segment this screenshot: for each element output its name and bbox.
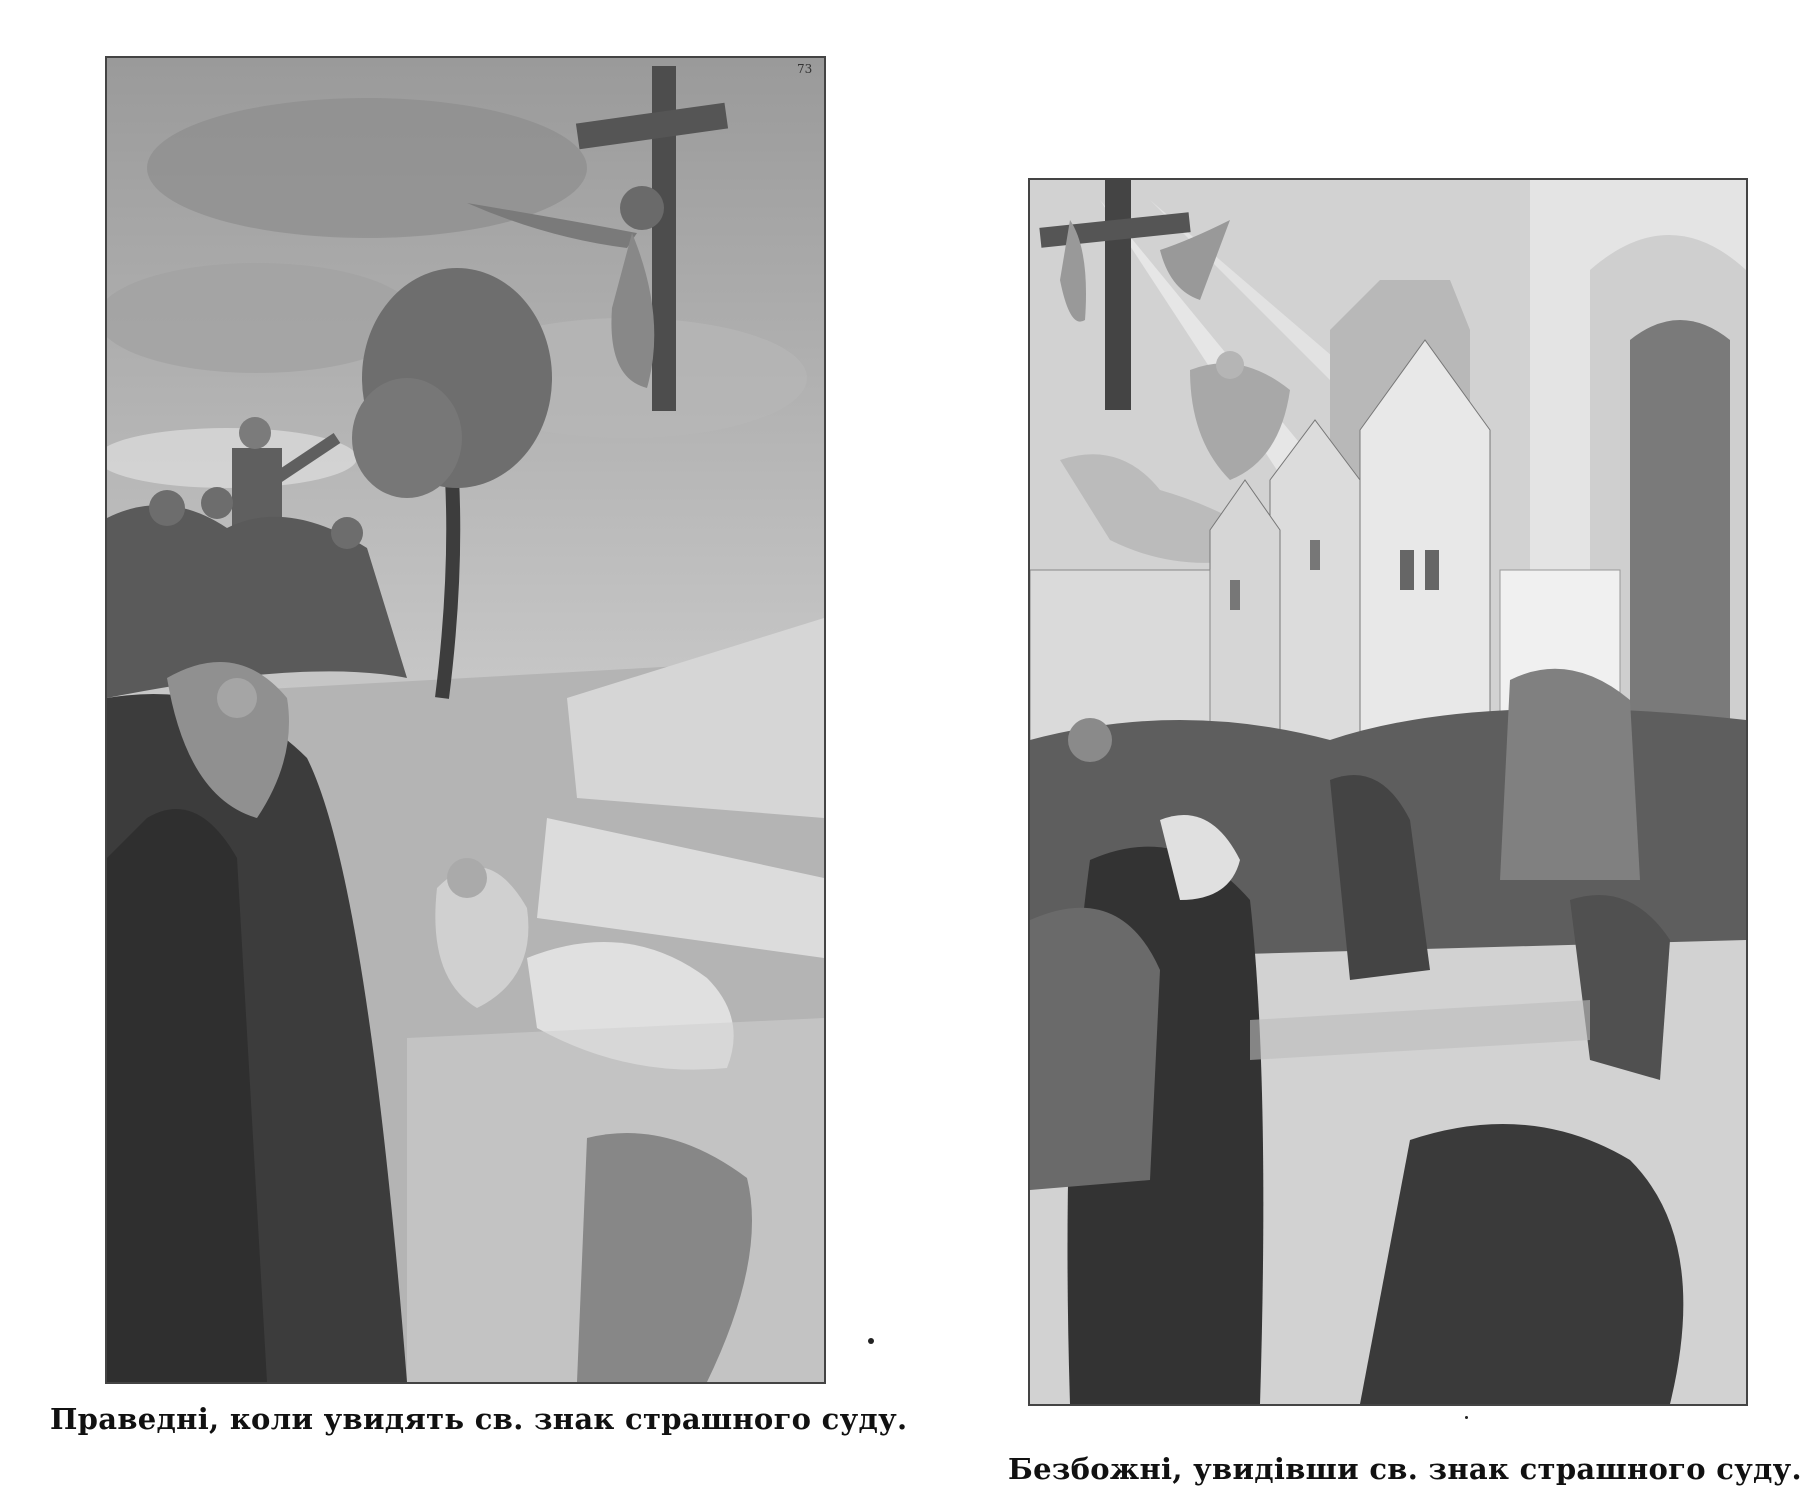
caption-godless: Безбожні, увидівши св. знак страшного суду. — [1008, 1452, 1802, 1486]
print-speck — [1465, 1416, 1468, 1419]
engraving-righteous — [105, 56, 826, 1384]
caption-righteous: Праведні, коли увидять св. знак страшного суду. — [50, 1402, 908, 1436]
print-speck — [868, 1338, 874, 1344]
page-number: 73 — [797, 62, 813, 76]
engraving-godless-art — [1030, 180, 1746, 1404]
engraving-godless — [1028, 178, 1748, 1406]
engraving-righteous-art — [107, 58, 824, 1382]
